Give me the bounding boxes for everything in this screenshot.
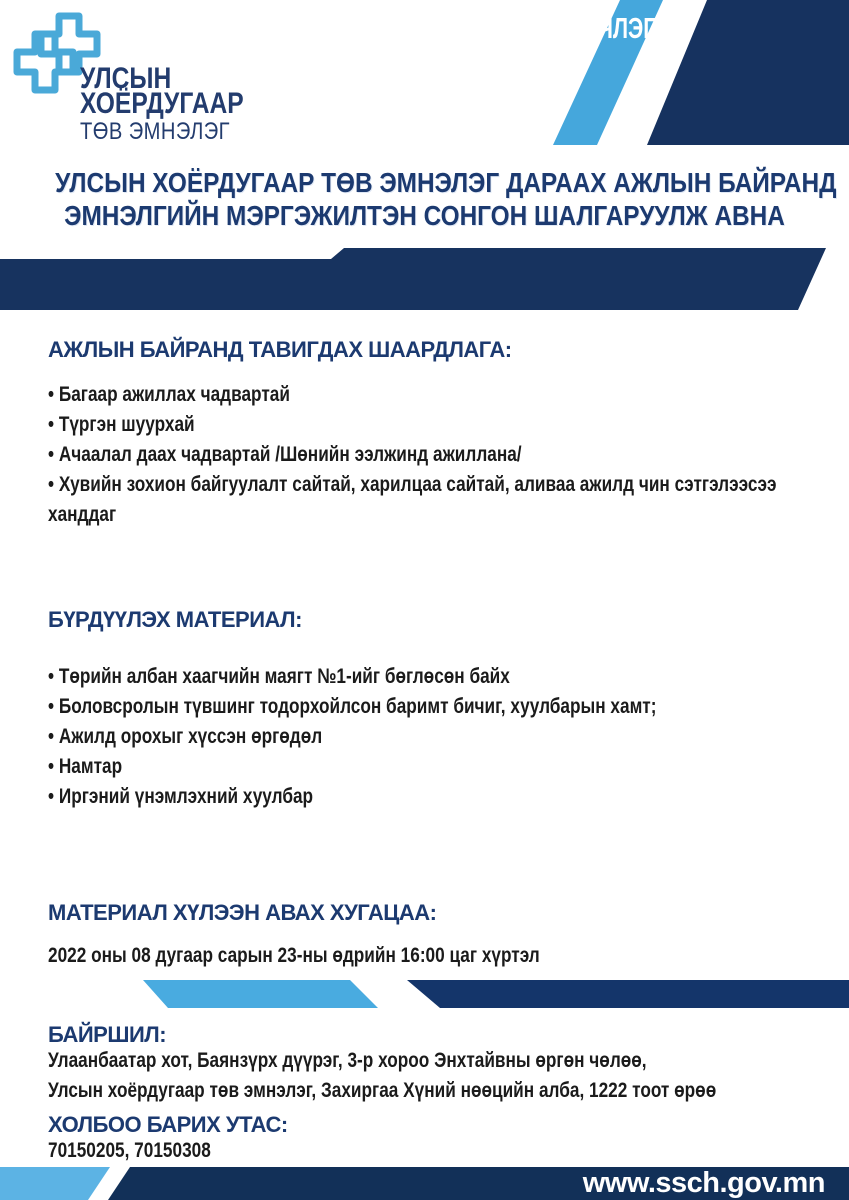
logo-org-line1: УЛСЫН [80, 62, 172, 95]
list-item: • Боловсролын түвшинг тодорхойлсон баримт бичиг, хуулбарын хамт; [48, 692, 835, 722]
location-heading: БАЙРШИЛ: [48, 1022, 167, 1047]
title-line-1: УЛСЫН ХОЁРДУГААР ТӨВ ЭМНЭЛЭГ ДАРААХ АЖЛЫН БАЙРАНД [55, 167, 837, 198]
list-item: • Намтар [48, 752, 835, 782]
vacancy-banner [0, 248, 849, 310]
list-item: • Түргэн шуурхай [48, 410, 835, 440]
materials-heading: БҮРДҮҮЛЭХ МАТЕРИАЛ: [48, 607, 302, 632]
title-line-2: ЭМНЭЛГИЙН МЭРГЭЖИЛТЭН СОНГОН ШАЛГАРУУЛЖ АВНА [64, 200, 785, 231]
location-address-line2: Улсын хоёрдугаар төв эмнэлэг, Захиргаа Хүний нөөцийн алба, 1222 тоот өрөө [48, 1079, 717, 1102]
divider-stripe-dark [407, 980, 849, 1008]
list-item: • Багаар ажиллах чадвартай [48, 380, 835, 410]
list-item: • Хувийн зохион байгуулалт сайтай, харилцаа сайтай, аливаа ажилд чин сэтгэлээсээ ханддаг [48, 470, 835, 530]
list-item: • Иргэний үнэмлэхний хуулбар [48, 782, 835, 812]
deadline-heading: МАТЕРИАЛ ХҮЛЭЭН АВАХ ХУГАЦАА: [48, 900, 437, 925]
contact-phone-numbers: 70150205, 70150308 [48, 1139, 211, 1162]
list-item: • Төрийн албан хаагчийн маягт №1-ийг бөглөсөн байх [48, 662, 835, 692]
hospital-logo-text [80, 62, 280, 145]
materials-list [48, 662, 835, 812]
list-item: • Ажилд орохыг хүссэн өргөдөл [48, 722, 835, 752]
logo-org-line3: ТӨВ ЭМНЭЛЭГ [80, 118, 230, 145]
requirements-heading: АЖЛЫН БАЙРАНД ТАВИГДАХ ШААРДЛАГА: [48, 337, 512, 362]
deadline-value: 2022 оны 08 дугаар сарын 23-ны өдрийн 16:00 цаг хүртэл [48, 944, 540, 967]
divider-stripe-light [143, 980, 378, 1008]
website-url: www.ssch.gov.mn [582, 1167, 825, 1199]
vacancy-position-label: ҮЙЛЧЛЭГЧ [555, 13, 671, 45]
requirements-list [48, 380, 835, 530]
footer-stripe-light [0, 1167, 115, 1200]
announcement-title [0, 166, 849, 232]
contact-heading: ХОЛБОО БАРИХ УТАС: [48, 1112, 288, 1137]
location-address [48, 1046, 835, 1106]
location-address-line1: Улаанбаатар хот, Баянзүрх дүүрэг, 3-р хороо Энхтайвны өргөн чөлөө, [48, 1049, 647, 1072]
logo-org-line2: ХОЁРДУГААР [80, 87, 244, 120]
list-item: • Ачаалал даах чадвартай /Шөнийн ээлжинд ажиллана/ [48, 440, 835, 470]
